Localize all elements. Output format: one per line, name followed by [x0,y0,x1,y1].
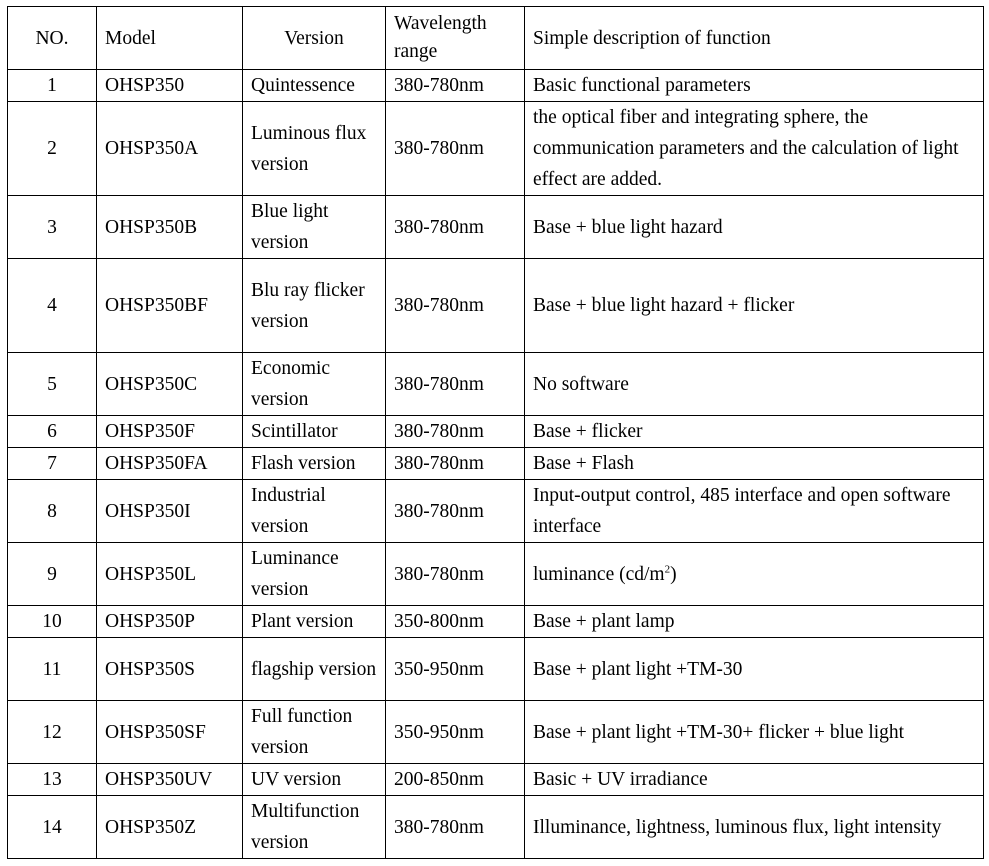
row-wavelength: 380-780nm [386,448,525,480]
row-wavelength: 380-780nm [386,543,525,606]
row-model: OHSP350BF [97,259,243,353]
row-no: 2 [8,102,97,196]
table-row [8,416,984,448]
table-row [8,606,984,638]
row-description: Base + plant light +TM-30 [525,638,984,701]
table-body [8,70,984,859]
row-version: Scintillator [243,416,386,448]
row-model: OHSP350 [97,70,243,102]
table-row [8,102,984,196]
row-version: Blu ray flicker version [243,259,386,353]
header-model: Model [97,7,243,70]
row-model: OHSP350S [97,638,243,701]
row-wavelength: 380-780nm [386,416,525,448]
spec-table-container [7,6,984,859]
row-description: Base + plant lamp [525,606,984,638]
row-wavelength: 380-780nm [386,353,525,416]
table-header-row [8,7,984,70]
row-model: OHSP350B [97,196,243,259]
table-row [8,70,984,102]
row-wavelength: 380-780nm [386,102,525,196]
row-no: 10 [8,606,97,638]
row-wavelength: 380-780nm [386,70,525,102]
row-model: OHSP350Z [97,796,243,859]
row-wavelength: 200-850nm [386,764,525,796]
table-row [8,480,984,543]
row-wavelength: 350-950nm [386,701,525,764]
row-wavelength: 380-780nm [386,196,525,259]
table-row [8,796,984,859]
row-version: Luminance version [243,543,386,606]
table-row [8,638,984,701]
row-no: 9 [8,543,97,606]
row-version: flagship version [243,638,386,701]
header-wavelength-line2: range [394,41,438,62]
row-wavelength: 350-800nm [386,606,525,638]
row-no: 1 [8,70,97,102]
row-description: Base + plant light +TM-30+ flicker + blue light [525,701,984,764]
row-description-text: luminance (cd/m [533,563,665,585]
row-version: Economic version [243,353,386,416]
row-wavelength: 380-780nm [386,480,525,543]
header-wavelength-line1: Wavelength [394,13,487,34]
row-model: OHSP350A [97,102,243,196]
row-wavelength: 380-780nm [386,796,525,859]
row-description-tail: ) [670,563,677,585]
row-version: Multifunction version [243,796,386,859]
row-model: OHSP350C [97,353,243,416]
model-spec-table [7,6,984,859]
row-no: 12 [8,701,97,764]
row-no: 11 [8,638,97,701]
row-description: No software [525,353,984,416]
table-row [8,196,984,259]
table-row [8,259,984,353]
row-model: OHSP350I [97,480,243,543]
row-version: Industrial version [243,480,386,543]
table-row [8,764,984,796]
row-model: OHSP350SF [97,701,243,764]
row-no: 4 [8,259,97,353]
row-description: Basic + UV irradiance [525,764,984,796]
row-no: 7 [8,448,97,480]
header-description: Simple description of function [525,7,984,70]
row-model: OHSP350F [97,416,243,448]
row-description: Base + blue light hazard + flicker [525,259,984,353]
row-no: 13 [8,764,97,796]
row-no: 8 [8,480,97,543]
row-no: 6 [8,416,97,448]
row-no: 14 [8,796,97,859]
row-model: OHSP350UV [97,764,243,796]
header-no: NO. [8,7,97,70]
row-model: OHSP350L [97,543,243,606]
row-wavelength: 380-780nm [386,259,525,353]
row-version: UV version [243,764,386,796]
row-description: the optical fiber and integrating sphere, the communication parameters and the calculation of light effect are added. [525,102,984,196]
row-version: Plant version [243,606,386,638]
row-no: 3 [8,196,97,259]
row-version: Full function version [243,701,386,764]
header-version: Version [243,7,386,70]
row-description: Base + blue light hazard [525,196,984,259]
row-description: Input-output control, 485 interface and open software interface [525,480,984,543]
row-version: Luminous flux version [243,102,386,196]
row-model: OHSP350P [97,606,243,638]
row-version: Blue light version [243,196,386,259]
row-description-superscript: 2 [664,563,671,575]
row-description: Base + flicker [525,416,984,448]
row-version: Quintessence [243,70,386,102]
table-row [8,701,984,764]
row-version: Flash version [243,448,386,480]
row-wavelength: 350-950nm [386,638,525,701]
table-row [8,353,984,416]
table-row [8,448,984,480]
row-model: OHSP350FA [97,448,243,480]
row-description: Base + Flash [525,448,984,480]
row-no: 5 [8,353,97,416]
table-row [8,543,984,606]
header-wavelength [386,7,525,70]
row-description: Basic functional parameters [525,70,984,102]
row-description: Illuminance, lightness, luminous flux, light intensity [525,796,984,859]
row-description [525,543,984,606]
